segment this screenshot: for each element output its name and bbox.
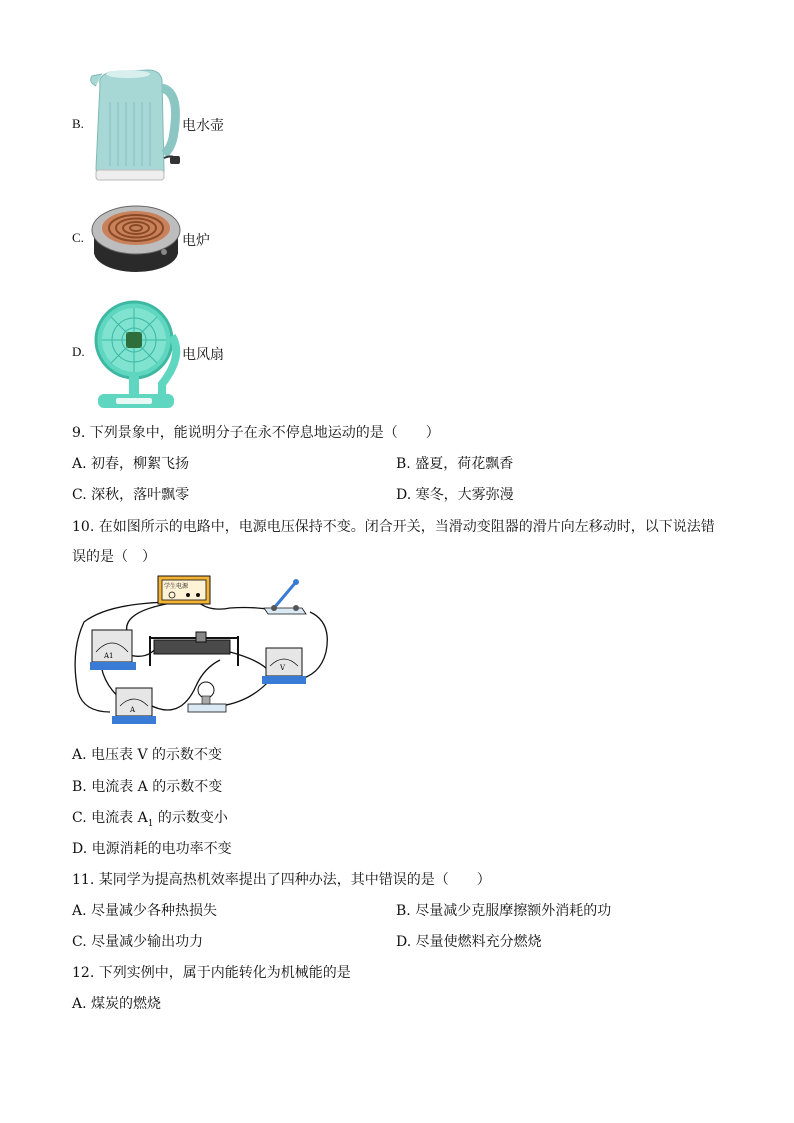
switch — [264, 579, 306, 614]
q10-option-a: A. 电压表 V 的示数不变 — [72, 747, 223, 763]
option-c-letter: C. — [72, 230, 84, 245]
q9-stem: 9. 下列景象中，能说明分子在永不停息地运动的是（ ） — [72, 425, 440, 441]
q9-option-d: D. 寒冬，大雾弥漫 — [396, 487, 514, 503]
electric-kettle-image — [88, 62, 184, 182]
q10-stem-line2: 误的是（ ） — [72, 549, 156, 565]
option-c-label: 电炉 — [182, 233, 210, 249]
option-b-letter: B. — [72, 116, 84, 131]
rheostat — [150, 632, 238, 666]
q9-option-c: C. 深秋，落叶飘零 — [72, 487, 190, 503]
q10-option-d: D. 电源消耗的电功率不变 — [72, 841, 232, 857]
ammeter-a — [112, 688, 156, 724]
power-supply — [158, 576, 210, 604]
option-b-label: 电水壶 — [182, 118, 224, 134]
q9-option-b: B. 盛夏，荷花飘香 — [396, 456, 514, 472]
q11-option-b: B. 尽量减少克服摩擦额外消耗的功 — [396, 903, 612, 919]
circuit-diagram — [70, 572, 332, 732]
light-bulb — [188, 682, 226, 712]
option-d-label: 电风扇 — [182, 347, 224, 363]
q11-option-d: D. 尽量使燃料充分燃烧 — [396, 934, 542, 950]
q12-stem: 12. 下列实例中，属于内能转化为机械能的是 — [72, 965, 351, 981]
q9-option-a: A. 初春，柳絮飞扬 — [72, 456, 190, 472]
voltmeter-v — [262, 648, 306, 684]
q10-option-c: C. 电流表 $A_1$ 的示数变小 — [72, 810, 228, 829]
electric-stove-image — [90, 196, 182, 278]
q12-option-a: A. 煤炭的燃烧 — [72, 996, 162, 1012]
option-d-letter: D. — [72, 344, 85, 359]
q10-option-b: B. 电流表 A 的示数不变 — [72, 779, 223, 795]
ammeter-a1 — [90, 630, 136, 670]
ammeter-a-label: A — [130, 706, 136, 714]
ammeter-a1-label: A1 — [104, 652, 114, 660]
q11-option-a: A. 尽量减少各种热损失 — [72, 903, 218, 919]
q11-stem: 11. 某同学为提高热机效率提出了四种办法，其中错误的是（ ） — [72, 872, 491, 888]
q10-stem-line1: 10. 在如图所示的电路中，电源电压保持不变。闭合开关，当滑动变阻器的滑片向左移动时，以下说法错 — [72, 519, 715, 535]
q11-option-c: C. 尽量减少输出功力 — [72, 934, 204, 950]
electric-fan-image — [92, 296, 184, 412]
voltmeter-v-label: V — [280, 664, 286, 672]
power-supply-label: 学生电源 — [164, 583, 189, 590]
